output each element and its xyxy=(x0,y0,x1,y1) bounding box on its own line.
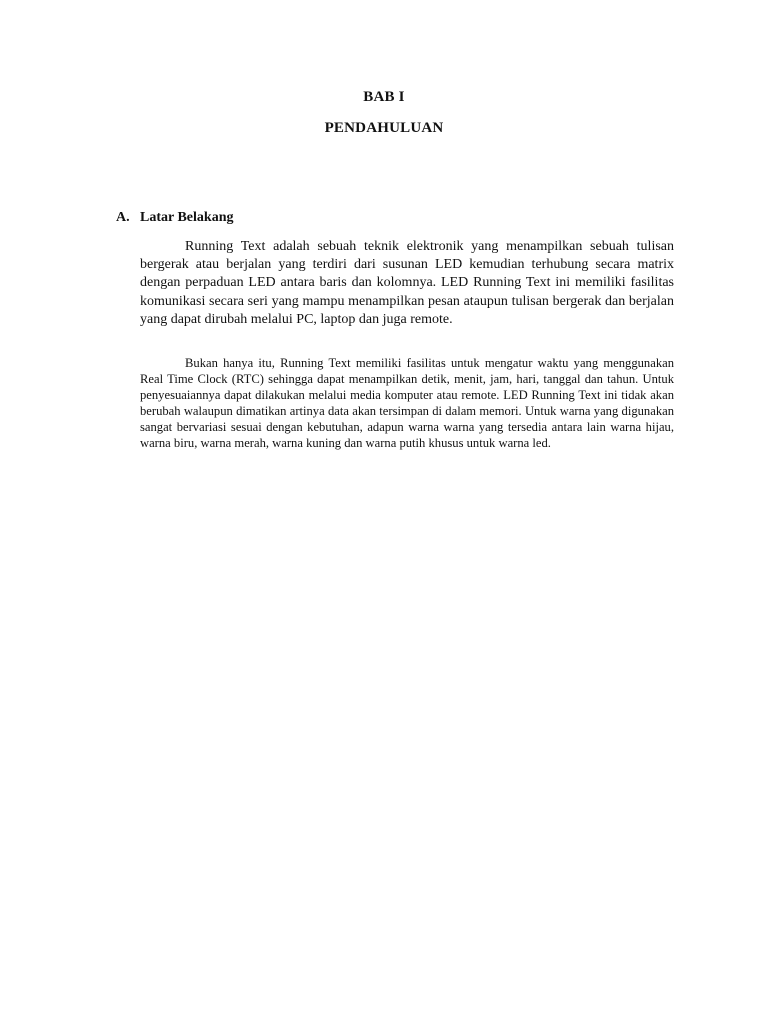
chapter-title: PENDAHULUAN xyxy=(324,120,444,136)
section-heading xyxy=(116,210,233,226)
section-letter: A. xyxy=(116,210,130,225)
section-title: Latar Belakang xyxy=(140,210,234,225)
paragraph-2: Bukan hanya itu, Running Text memiliki fasilitas untuk mengatur waktu yang menggunakan Real Time Clock (RTC) sehingga dapat menampilkan detik, menit, jam, hari, tanggal dan tahun. Untuk penyesuaiannya dapat dilakukan melalui media komputer atau remote. LED Running Text ini tidak akan berubah walaupun dimatikan artinya data akan tersimpan di dalam memori. Untuk warna yang digunakan sangat bervariasi sesuai dengan kebutuhan, adapun warna warna yang tersedia antara lain warna hijau, warna biru, warna merah, warna kuning dan warna putih khusus untuk warna led. xyxy=(140,356,674,451)
paragraph-1: Running Text adalah sebuah teknik elektronik yang menampilkan sebuah tulisan bergerak atau berjalan yang terdiri dari susunan LED kemudian terhubung secara matrix dengan perpaduan LED antara baris dan kolomnya. LED Running Text ini memiliki fasilitas komunikasi secara seri yang mampu menampilkan pesan ataupun tulisan bergerak dan berjalan yang dapat dirubah melalui PC, laptop dan juga remote. xyxy=(140,239,674,327)
chapter-number: BAB I xyxy=(363,89,405,105)
